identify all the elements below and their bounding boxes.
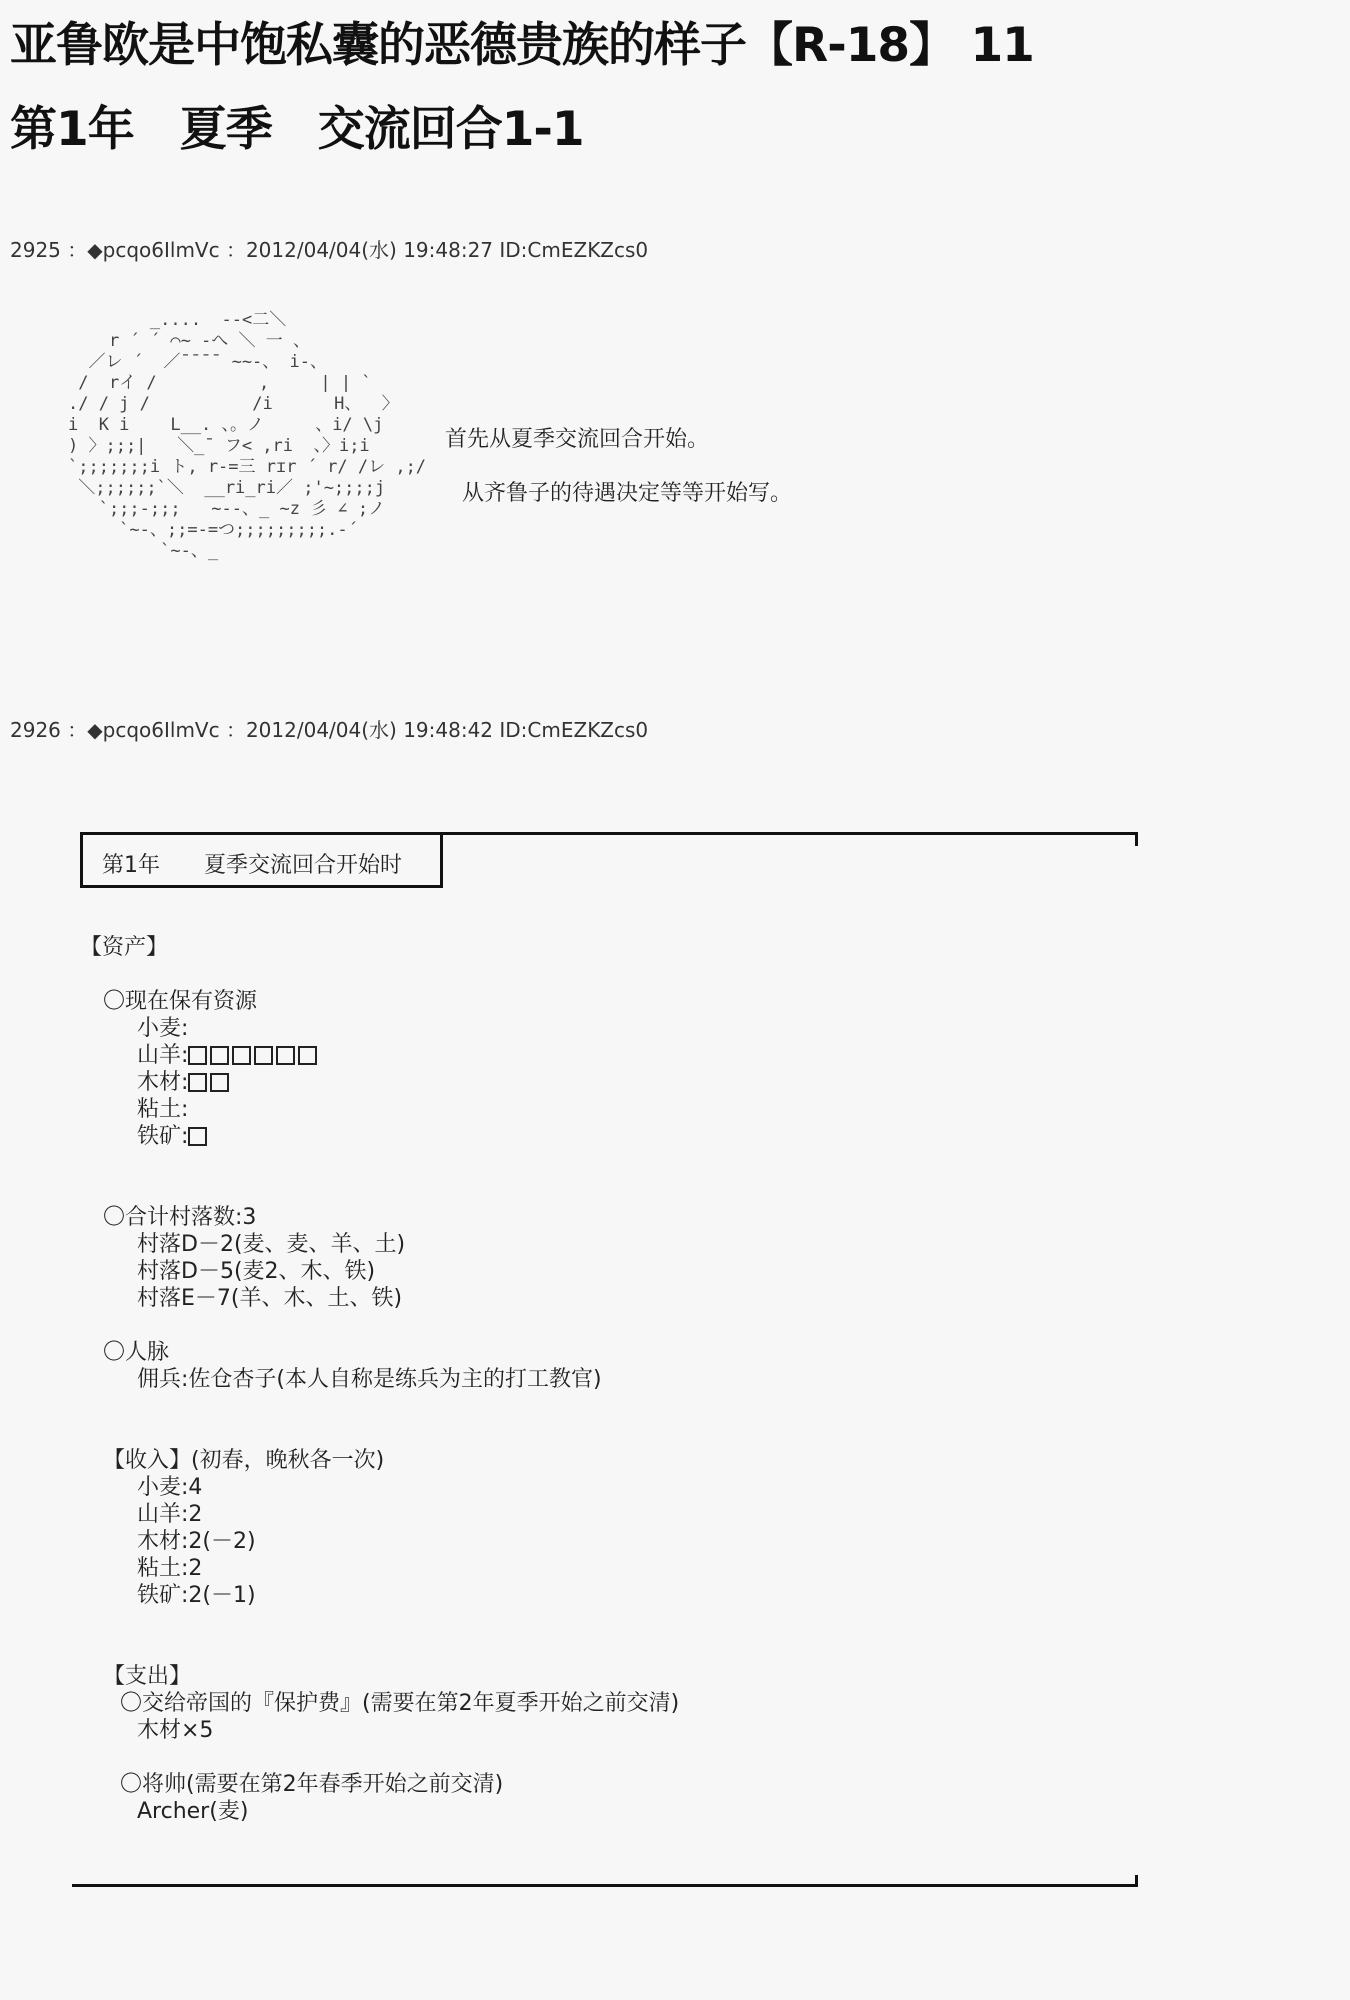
expense-item: Archer(麦) [137, 1799, 249, 1824]
page-subtitle: 第1年 夏季 交流回合1-1 [10, 102, 584, 157]
resource-box [188, 1046, 207, 1065]
box-bottom-border [72, 1884, 1138, 1887]
box-right-tick [1135, 832, 1138, 846]
assets-heading: 【资产】 [80, 935, 169, 960]
resource-label: 木材: [137, 1070, 189, 1095]
resource-box [210, 1073, 229, 1092]
resource-boxes [188, 1124, 210, 1149]
box-bottom-right-tick [1135, 1875, 1138, 1887]
resource-box [254, 1046, 273, 1065]
resource-box [298, 1046, 317, 1065]
expense-heading: 【支出】 [103, 1664, 192, 1689]
label-bottom-border [80, 885, 443, 888]
resource-iron [137, 1119, 210, 1150]
village-item: 村落E－7(羊、木、土、铁) [137, 1286, 403, 1311]
income-item: 木材:2(－2) [137, 1529, 256, 1554]
income-item: 粘土:2 [137, 1556, 203, 1581]
resource-label: 铁矿: [137, 1124, 189, 1149]
expense-protection-fee: 〇交给帝国的『保护费』(需要在第2年夏季开始之前交清) [120, 1691, 680, 1716]
resource-box [210, 1046, 229, 1065]
expense-general: 〇将帅(需要在第2年春季开始之前交清) [120, 1772, 504, 1797]
resource-box [232, 1046, 251, 1065]
page-title: 亚鲁欧是中饱私囊的恶德贵族的样子【R-18】 11 [10, 18, 1034, 73]
post-header-2925: 2925 ：◆pcqo6IlmVc ：2012/04/04(水) 19:48:27 ID:CmEZKZcs0 [10, 238, 649, 262]
income-item: 小麦:4 [137, 1475, 203, 1500]
resource-boxes [188, 1070, 232, 1095]
contacts-heading: 〇人脉 [103, 1340, 170, 1365]
resource-label: 小麦: [137, 1016, 189, 1041]
label-right-border [440, 832, 443, 888]
village-item: 村落D－5(麦2、木、铁) [137, 1259, 376, 1284]
label-left-border [80, 832, 83, 888]
box-top-border [80, 832, 1138, 835]
narration-line-2: 从齐鲁子的待遇决定等等开始写。 [462, 481, 793, 506]
resource-label: 粘土: [137, 1097, 189, 1122]
resource-label: 山羊: [137, 1043, 189, 1068]
income-item: 铁矿:2(－1) [137, 1583, 256, 1608]
villages-heading: 〇合计村落数:3 [103, 1205, 257, 1230]
ascii-art-character: _.... --<二＼ r ´ ´ ⌒~ -へ ＼ 一 、 ／レ ´ ／¯¯¯¯ ~~-、 i-、 / rイ / , | | ` ./ / j / /i H、 〉 i K i L__. 、。ノ 、i/ \j ) 〉;;;| ＼_¯ フ< ,ri 、〉i;i `;;;;;;;i ト, r-=三 rɪr ´ r/ /レ ,;/ ＼;;;;;;`＼ __ri_ri／ ;'~;;;;j `;;;-;;; ~--、_ ~z 彡 ∠ ;ノ `~-、;;=-=つ;;;;;;;;;.-´ `~-、_ [68, 310, 427, 561]
resources-heading: 〇现在保有资源 [103, 989, 258, 1014]
resource-box [188, 1073, 207, 1092]
box-title: 第1年 夏季交流回合开始时 [102, 853, 402, 878]
post-header-2926: 2926 ：◆pcqo6IlmVc ：2012/04/04(水) 19:48:42 ID:CmEZKZcs0 [10, 718, 649, 742]
income-heading: 【收入】(初春，晚秋各一次) [103, 1448, 385, 1473]
contact-item: 佣兵:佐仓杏子(本人自称是练兵为主的打工教官) [137, 1367, 602, 1392]
income-item: 山羊:2 [137, 1502, 203, 1527]
resource-box [188, 1127, 207, 1146]
resource-box [276, 1046, 295, 1065]
village-item: 村落D－2(麦、麦、羊、土) [137, 1232, 406, 1257]
narration-line-1: 首先从夏季交流回合开始。 [445, 427, 710, 452]
expense-item: 木材×5 [137, 1718, 214, 1743]
